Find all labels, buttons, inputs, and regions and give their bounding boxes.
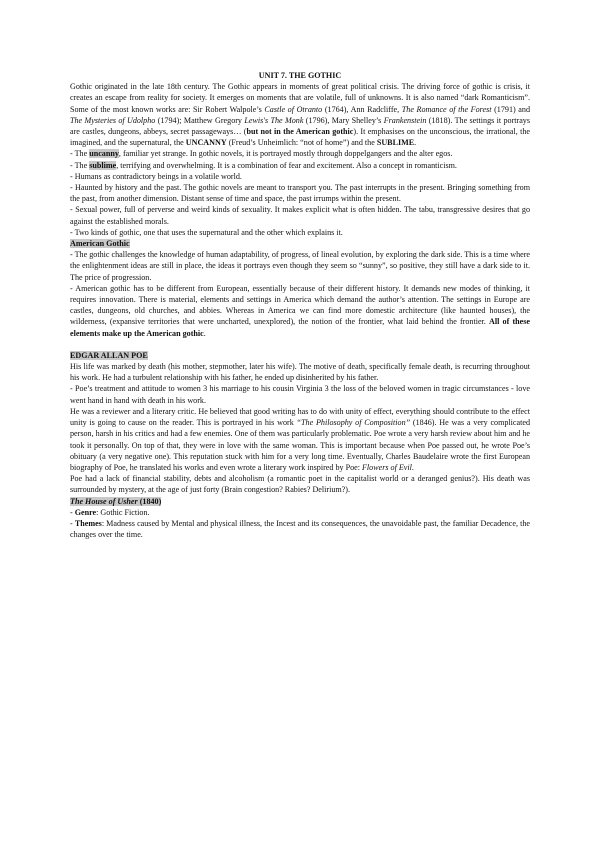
poe-heading: EDGAR ALLAN POE [70,350,148,360]
usher-themes: - Themes: Madness caused by Mental and physical illness, the Incest and its consequences, the unavoidable past, the familiar Decadence, the changes over the time. [70,518,531,540]
american-paragraph-2: - American gothic has to be different from European, essentially because of their different history. It demands new modes of thinking, it requires innovation. There is material, elements and settings in America which demand the author’s attention. The settings in Europe are castles, dungeons, old churches, and abbies. Whereas in America we can find more domestic architecture (like haunted houses), the wilderness, (expansive territories that were uncharted, unexplored), the notion of the frontier, what laid behind the frontier. All of these elements make up the American gothic. [70,283,530,338]
american-gothic-heading: American Gothic [70,239,130,249]
poe-paragraph-4: Poe had a lack of financial stability, debts and alcoholism (a romantic poet in the capitalist world or a deranged genius?). His death was surrounded by mystery, at the age of just forty (Brain congestion? Rabies? Delirium?). [70,474,530,495]
bullet-uncanny: - The uncanny, familiar yet strange. In gothic novels, it is portrayed mostly through doppelgangers and the alter egos. [70,149,453,159]
usher-heading: The House of Usher (1840) [70,496,162,506]
document-body [70,70,530,540]
poe-paragraph-1: His life was marked by death (his mother, stepmother, later his wife). The motive of death, specifically female death, is recurring throughout his work. He had a turbulent relationship with his father, he ended up disinherited by his father. [70,362,530,383]
unit-title: UNIT 7. THE GOTHIC [258,71,342,80]
poe-paragraph-2: - Poe’s treatment and attitude to women 3 his marriage to his cousin Virginia 3 the loss of the beloved women in tragic circumstances - love went hand in hand with death in his work. [70,384,530,405]
bullet-kinds: - Two kinds of gothic, one that uses the supernatural and the other which explains it. [70,227,343,237]
bullet-humans: - Humans as contradictory beings in a volatile world. [70,171,242,181]
bullet-sexual: - Sexual power, full of perverse and weird kinds of sexuality. It makes explicit what is often hidden. The tabu, transgressive desires that go against the established morals. [70,205,530,226]
intro-paragraph: Gothic originated in the late 18th century. The Gothic appears in moments of great political crisis. The driving force of gothic is crisis, it creates an escape from reality for society. It emerges on moments that are volatile, full of unknowns. It is also named “dark Romanticism”. Some of the most known works are: Sir Robert Walpole’s Castle of Otranto (1764), Ann Radcliffe, The Romance of the Forest (1791) and The Mysteries of Udolpho (1794); Matthew Gregory Lewis's The Monk (1796), Mary Shelley’s Frankenstein (1818). The settings it portrays are castles, dungeons, abbeys, secret passageways… (but not in the American gothic). It emphasises on the unconscious, the irrational, the imagined, and the supernatural, the UNCANNY (Freud’s Unheimlich: “not of home”) and the SUBLIME. [70,82,531,148]
section-gap [70,339,530,350]
american-paragraph-1: - The gothic challenges the knowledge of human adaptability, of progress, of lineal evolution, by exploring the dark side. This is a time where the enlightenment ideas are still in place, the ideas it portrays even though they seem so “sunny”, so positive, they still have a dark side to it. The price of progression. [70,250,530,282]
bullet-history: - Haunted by history and the past. The gothic novels are meant to transport you. The past interrupts in the present. Bringing something from the past, from another dimension. Distant sense of time and space, the past irrumps within the present. [70,183,530,204]
poe-paragraph-3: He was a reviewer and a literary critic. He believed that good writing has to do with unity of effect, everything should contribute to the effect unity is going to cause on the reader. This is portrayed in his work “The Philosophy of Composition” (1846). He was a very complicated person, harsh in his critics and had a few enemies. One of them was particularly problematic. Poe wrote a very harsh review about him and he took it personally. On top of that, they were in love with the same woman. This is important because when Poe passed out, he wrote Poe’s obituary (a very negative one). This reputation stuck with him for a very long time. Eventually, Charles Baudelaire wrote the first European biography of Poe, he translated his works and even wrote a literary work inspired by Poe: Flowers of Evil. [70,406,531,472]
usher-genre: - Genre: Gothic Fiction. [70,507,150,517]
bullet-sublime: - The sublime, terrifying and overwhelming. It is a combination of fear and excitement. Also a concept in romanticism. [70,160,457,170]
